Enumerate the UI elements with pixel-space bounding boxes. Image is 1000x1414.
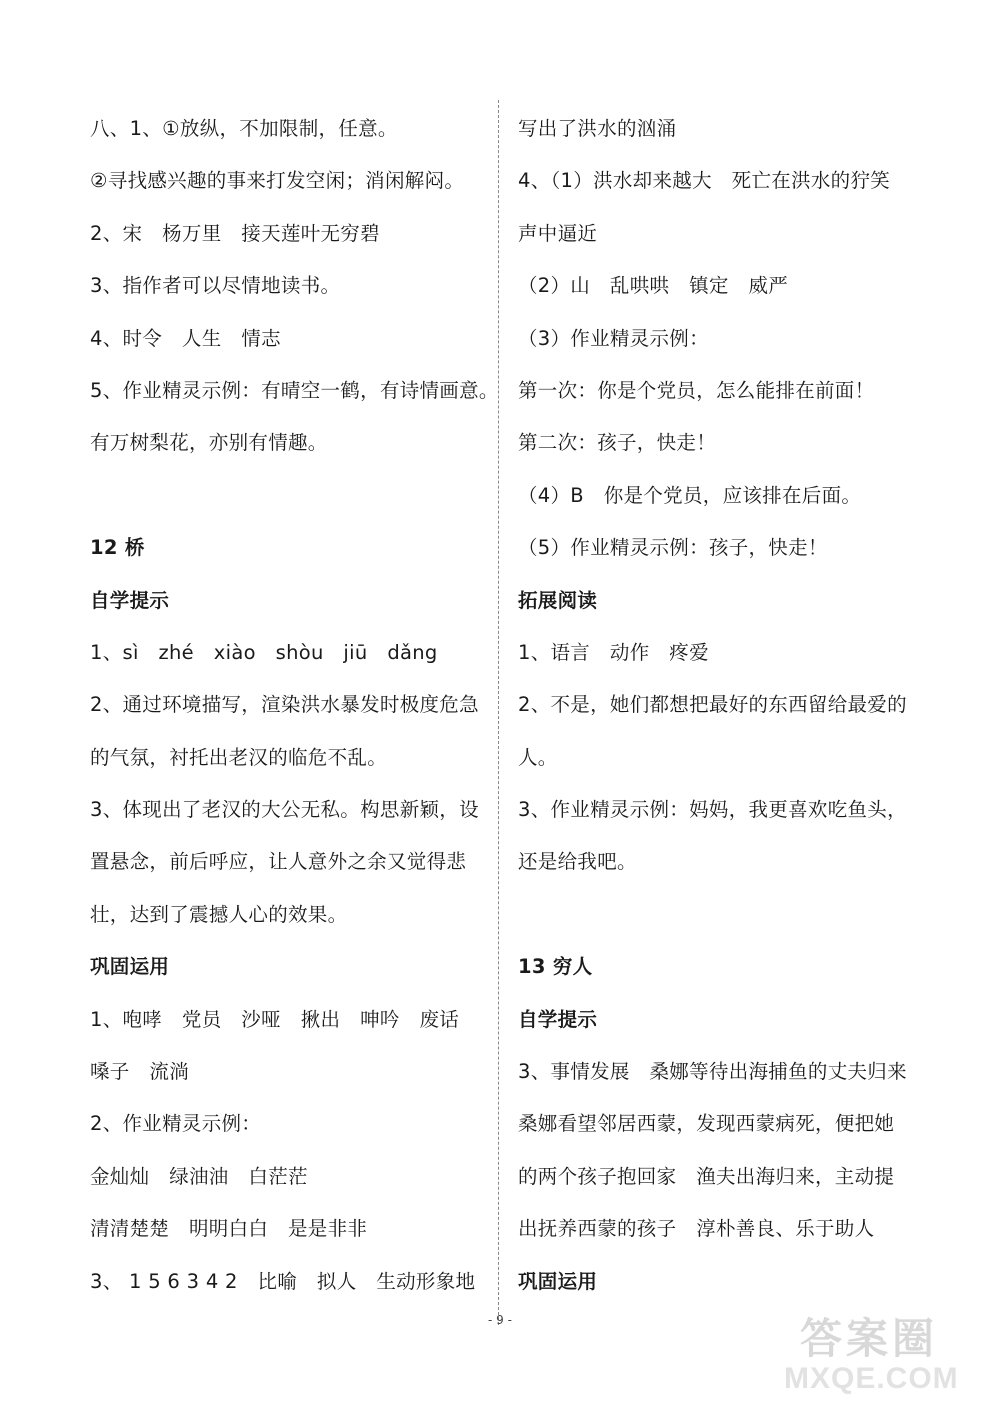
answer-line: 2、通过环境描写，渲染洪水暴发时极度危急 xyxy=(90,693,479,717)
answer-line: （3）作业精灵示例： xyxy=(518,326,709,350)
answer-line: （4）B 你是个党员，应该排在后面。 xyxy=(518,483,862,507)
answer-line: 5、作业精灵示例：有晴空一鹤，有诗情画意。 xyxy=(90,378,499,402)
section-heading: 巩固运用 xyxy=(518,1269,598,1293)
answer-line: 写出了洪水的汹涌 xyxy=(518,117,677,140)
page-number: - 9 - xyxy=(488,1313,512,1327)
lesson-title: 12 桥 xyxy=(90,536,145,560)
answer-line: 第一次：你是个党员，怎么能排在前面！ xyxy=(518,378,875,402)
answer-line: 还是给我吧。 xyxy=(518,850,637,874)
answer-line: 3、事情发展 桑娜等待出海捕鱼的丈夫归来 xyxy=(518,1060,907,1084)
answer-line: 3、 1 5 6 3 4 2 比喻 拟人 生动形象地 xyxy=(90,1269,476,1293)
answer-line: 3、作业精灵示例：妈妈，我更喜欢吃鱼头， xyxy=(518,798,907,822)
right-column xyxy=(518,103,918,1308)
column-divider xyxy=(498,100,499,1325)
answer-line: 金灿灿 绿油油 白茫茫 xyxy=(90,1164,308,1188)
watermark-logo xyxy=(780,1306,980,1406)
left-column xyxy=(90,103,499,1308)
answer-line: 有万树梨花，亦别有情趣。 xyxy=(90,431,328,455)
answer-line: 的气氛，衬托出老汉的临危不乱。 xyxy=(90,745,388,769)
answer-line: 3、体现出了老汉的大公无私。构思新颖，设 xyxy=(90,798,479,822)
section-heading: 自学提示 xyxy=(90,588,170,612)
watermark-top-text: 答案圈 xyxy=(800,1314,939,1363)
answer-line: 声中逼近 xyxy=(518,221,598,245)
answer-line: 1、咆哮 党员 沙哑 揪出 呻吟 废话 xyxy=(90,1007,460,1031)
answer-line: （5）作业精灵示例：孩子，快走！ xyxy=(518,536,828,560)
answer-line: 2、不是，她们都想把最好的东西留给最爱的 xyxy=(518,693,907,717)
answer-line: 1、sì zhé xiào shòu jiū dǎng xyxy=(90,640,438,664)
answer-line: 2、作业精灵示例： xyxy=(90,1112,262,1136)
answer-line: 2、宋 杨万里 接天莲叶无穷碧 xyxy=(90,221,380,245)
answer-line: 4、时令 人生 情志 xyxy=(90,326,281,350)
answer-line: 的两个孩子抱回家 渔夫出海归来，主动提 xyxy=(518,1164,895,1188)
watermark-bottom-text: MXQE.COM xyxy=(784,1362,959,1395)
answer-line: 壮，达到了震撼人心的效果。 xyxy=(90,902,348,926)
lesson-title: 13 穷人 xyxy=(518,955,593,979)
answer-line: 置悬念，前后呼应，让人意外之余又觉得悲 xyxy=(90,850,467,874)
answer-line: 嗓子 流淌 xyxy=(90,1060,190,1084)
answer-line: 4、（1）洪水却来越大 死亡在洪水的狞笑 xyxy=(518,169,891,193)
section-heading: 拓展阅读 xyxy=(518,588,598,612)
answer-line: 出抚养西蒙的孩子 淳朴善良、乐于助人 xyxy=(518,1217,875,1241)
section-heading: 自学提示 xyxy=(518,1007,598,1031)
answer-line: 清清楚楚 明明白白 是是非非 xyxy=(90,1217,368,1241)
blank-line xyxy=(90,470,490,522)
answer-line: 人。 xyxy=(518,745,558,769)
answer-line: 八、1、①放纵，不加限制，任意。 xyxy=(90,117,398,140)
answer-line: ②寻找感兴趣的事来打发空闲；消闲解闷。 xyxy=(90,169,465,193)
section-heading: 巩固运用 xyxy=(90,955,170,979)
answer-line: （2）山 乱哄哄 镇定 威严 xyxy=(518,274,789,298)
answer-line: 桑娜看望邻居西蒙，发现西蒙病死，便把她 xyxy=(518,1112,895,1136)
answer-line: 3、指作者可以尽情地读书。 xyxy=(90,274,341,298)
answer-line: 第二次：孩子，快走！ xyxy=(518,431,717,455)
answer-line: 1、语言 动作 疼爱 xyxy=(518,640,709,664)
blank-line xyxy=(518,889,918,941)
